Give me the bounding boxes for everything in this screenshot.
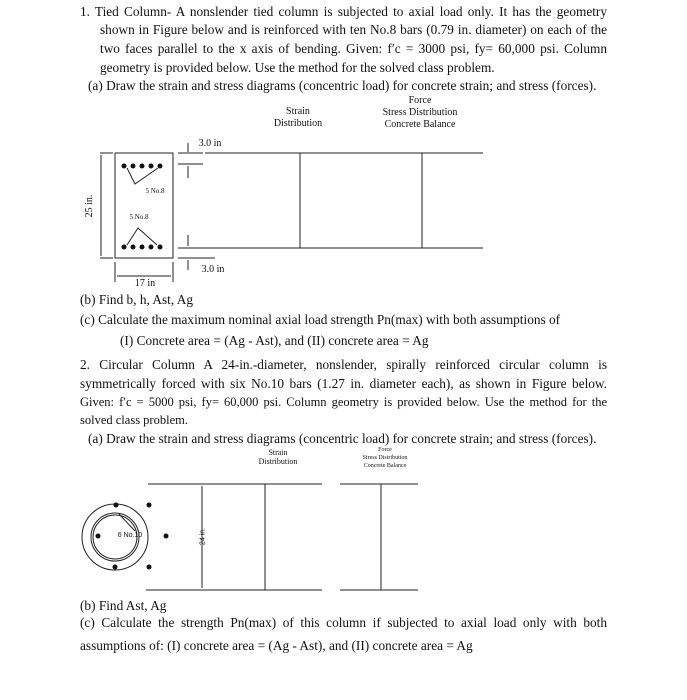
q2-line1: 2. Circular Column A 24-in.-diameter, nonslender, spirally reinforced circular column is	[80, 357, 607, 372]
fig2-strain-label	[248, 448, 308, 466]
width-label: 17 in	[134, 278, 156, 289]
bars-top-label: 5 No.8	[145, 187, 165, 195]
q2-line4: solved class problem.	[80, 413, 188, 427]
q1-part-c-assumptions: (I) Concrete area = (Ag - Ast), and (II) concrete area = Ag	[120, 333, 429, 348]
fig2-bars-label: 6 No.10	[117, 532, 143, 539]
q1-part-a: (a) Draw the strain and stress diagrams (concentric load) for concrete strain; and stress (forces).	[88, 78, 597, 93]
q1-line2: shown in Figure below and is reinforced with ten No.8 bars (0.79 in. diameter) on each of the	[100, 22, 607, 37]
fig2-concrete-balance-label: Concrete Balance	[363, 463, 407, 469]
q2-part-b: (b) Find Ast, Ag	[80, 598, 167, 613]
fig1-strain-label-line2: Distribution	[273, 118, 323, 129]
q2-part-c-assumptions: assumptions of: (I) concrete area = (Ag - Ast), and (II) concrete area = Ag	[80, 638, 473, 653]
fig1-stress-distribution-label: Stress Distribution	[382, 107, 458, 118]
fig1-concrete-balance-label: Concrete Balance	[384, 119, 456, 130]
fig2-diameter-label: 24 in.	[199, 527, 207, 546]
q2-line3: Given: f′c = 5000 psi, fy= 60,000 psi. Column geometry is provided below. Use the method for the	[80, 395, 607, 409]
fig2-stress-label	[350, 446, 420, 470]
q2-line2: symmetrically forced with six No.10 bars (1.27 in. diameter each), as shown in Figure below.	[80, 376, 607, 391]
fig2-strain-label-line2: Distribution	[258, 457, 298, 466]
height-label: 25 in.	[84, 194, 95, 218]
fig1-strain-label-line1: Strain	[286, 106, 310, 117]
fig1-force-label: Force	[408, 95, 432, 106]
bottom-cover-label: 3.0 in	[201, 264, 225, 275]
fig2-force-label: Force	[378, 447, 392, 453]
q1-part-b: (b) Find b, h, Ast, Ag	[80, 292, 194, 307]
q1-line1: 1. Tied Column- A nonslender tied column is subjected to axial load only. It has the geometry	[80, 4, 607, 19]
top-cover-label: 3.0 in	[198, 138, 222, 149]
q1-line4: geometry is provided below. Use the method for the solved class problem.	[100, 60, 495, 75]
q1-line3: two faces parallel to the x axis of bending. Given: f′c = 3000 psi, fy= 60,000 psi. Column	[100, 41, 607, 56]
fig2-stress-distribution-label: Stress Distribution	[362, 455, 408, 461]
q2-part-c: (c) Calculate the strength Pn(max) of this column if subjected to axial load only with both	[80, 615, 607, 630]
q2-part-a: (a) Draw the strain and stress diagrams (concentric load) for concrete strain; and stress (forces).	[88, 431, 597, 446]
q1-part-c: (c) Calculate the maximum nominal axial load strength Pn(max) with both assumptions of	[80, 312, 561, 327]
bars-bottom-label: 5 No.8	[129, 213, 149, 221]
fig2-strain-label-line1: Strain	[268, 448, 288, 457]
